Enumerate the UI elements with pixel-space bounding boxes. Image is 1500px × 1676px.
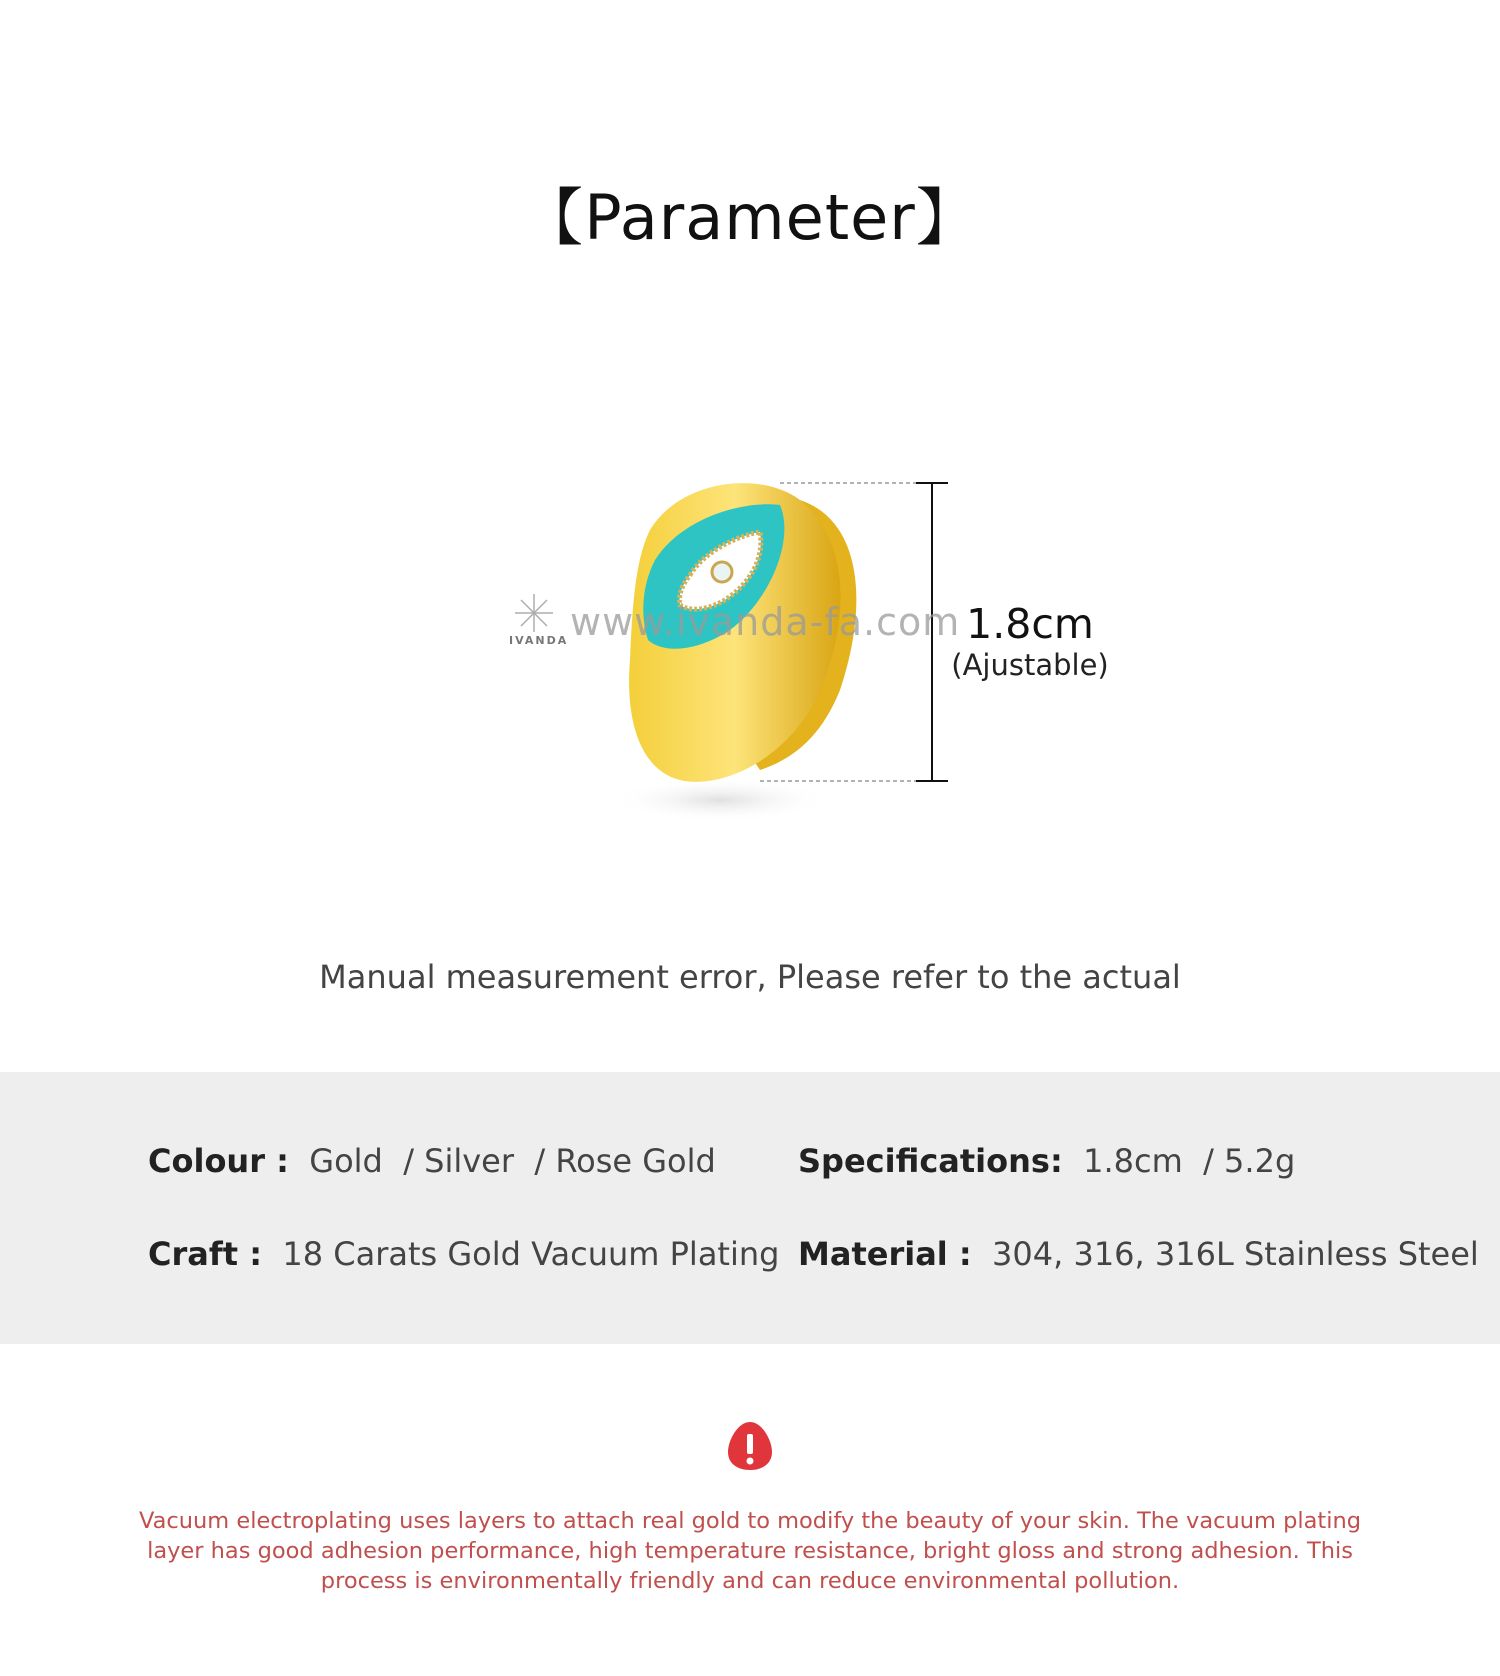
page-title: 【Parameter】 [521, 181, 979, 254]
spec-colour [148, 1142, 716, 1180]
spec-craft-value: 18 Carats Gold Vacuum Plating [282, 1235, 780, 1273]
spec-specifications [798, 1142, 1295, 1180]
watermark-text: www.ivanda-fa.com [570, 600, 961, 644]
spec-material [798, 1235, 1479, 1273]
spec-specifications-label: Specifications: [798, 1142, 1063, 1180]
dimension-note: (Ajustable) [951, 648, 1109, 682]
dimension-value: 1.8cm [966, 600, 1094, 648]
ring-shadow [610, 778, 830, 822]
exclamation-icon [726, 1420, 774, 1472]
measurement-note: Manual measurement error, Please refer to the actual [319, 958, 1181, 996]
spec-colour-value: Gold / Silver / Rose Gold [309, 1142, 716, 1180]
spec-colour-label: Colour : [148, 1142, 289, 1180]
spec-material-value: 304, 316, 316L Stainless Steel [992, 1235, 1479, 1273]
eye-gem [712, 562, 732, 582]
spec-craft [148, 1235, 779, 1273]
watermark-brand: IVANDA [509, 634, 569, 647]
spec-material-label: Material : [798, 1235, 972, 1273]
warning-text: Vacuum electroplating uses layers to attach real gold to modify the beauty of your skin. The vacuum plating layer has good adhesion performance, high temperature resistance, bright gloss and strong adhesion. This process is environmentally friendly and can reduce environmental pollution. [138, 1508, 1362, 1594]
spec-craft-label: Craft : [148, 1235, 263, 1273]
spec-specifications-value: 1.8cm / 5.2g [1083, 1142, 1296, 1180]
specs-panel [0, 1072, 1500, 1344]
watermark-logo-icon [515, 594, 553, 632]
